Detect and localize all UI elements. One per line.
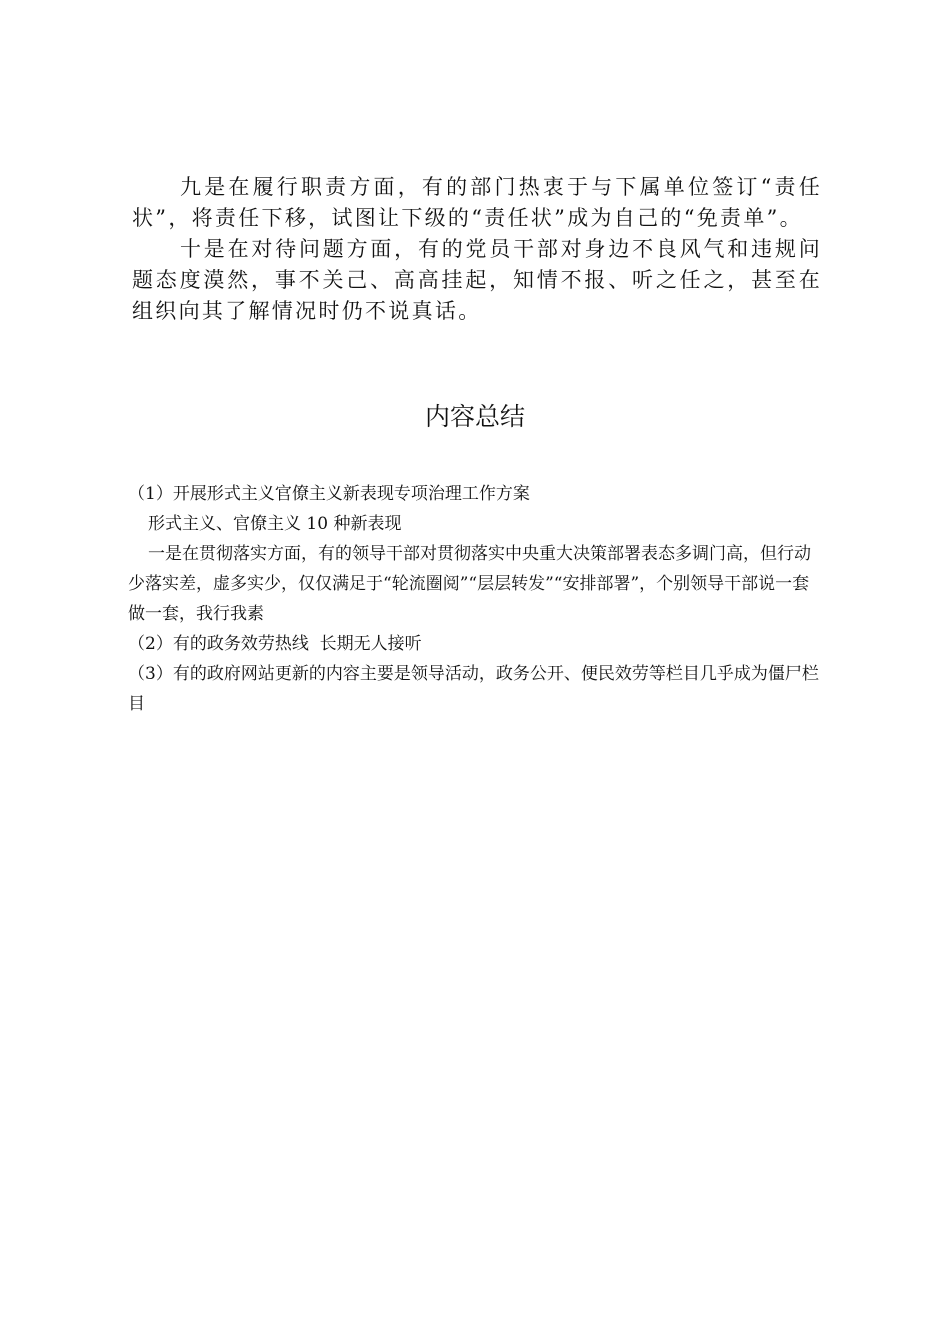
summary-line-4: （2）有的政务效劳热线 长期无人接听: [128, 634, 422, 654]
body-paragraph-9: 九是在履行职责方面，有的部门热衷于与下属单位签订“责任状”，将责任下移，试图让下级的“责任状”成为自己的“免责单”。: [132, 175, 822, 230]
summary-line-5: （3）有的政府网站更新的内容主要是领导活动，政务公开、便民效劳等栏目几乎成为僵尸栏目: [128, 664, 819, 714]
summary-section: [128, 479, 824, 719]
summary-line-3: 一是在贯彻落实方面，有的领导干部对贯彻落实中央重大决策部署表态多调门高，但行动少落实差，虚多实少，仅仅满足于“轮流圈阅”“层层转发”“安排部署”，个别领导干部说一套做一套，我行我素: [128, 544, 811, 624]
summary-line-1: （1）开展形式主义官僚主义新表现专项治理工作方案: [128, 484, 530, 504]
body-text-section: [132, 172, 822, 327]
summary-title: 内容总结: [424, 402, 525, 431]
body-paragraph-10: 十是在对待问题方面，有的党员干部对身边不良风气和违规问题态度漠然，事不关己、高高挂起，知情不报、听之任之，甚至在组织向其了解情况时仍不说真话。: [132, 237, 822, 323]
summary-line-2: 形式主义、官僚主义 10 种新表现: [148, 514, 402, 534]
